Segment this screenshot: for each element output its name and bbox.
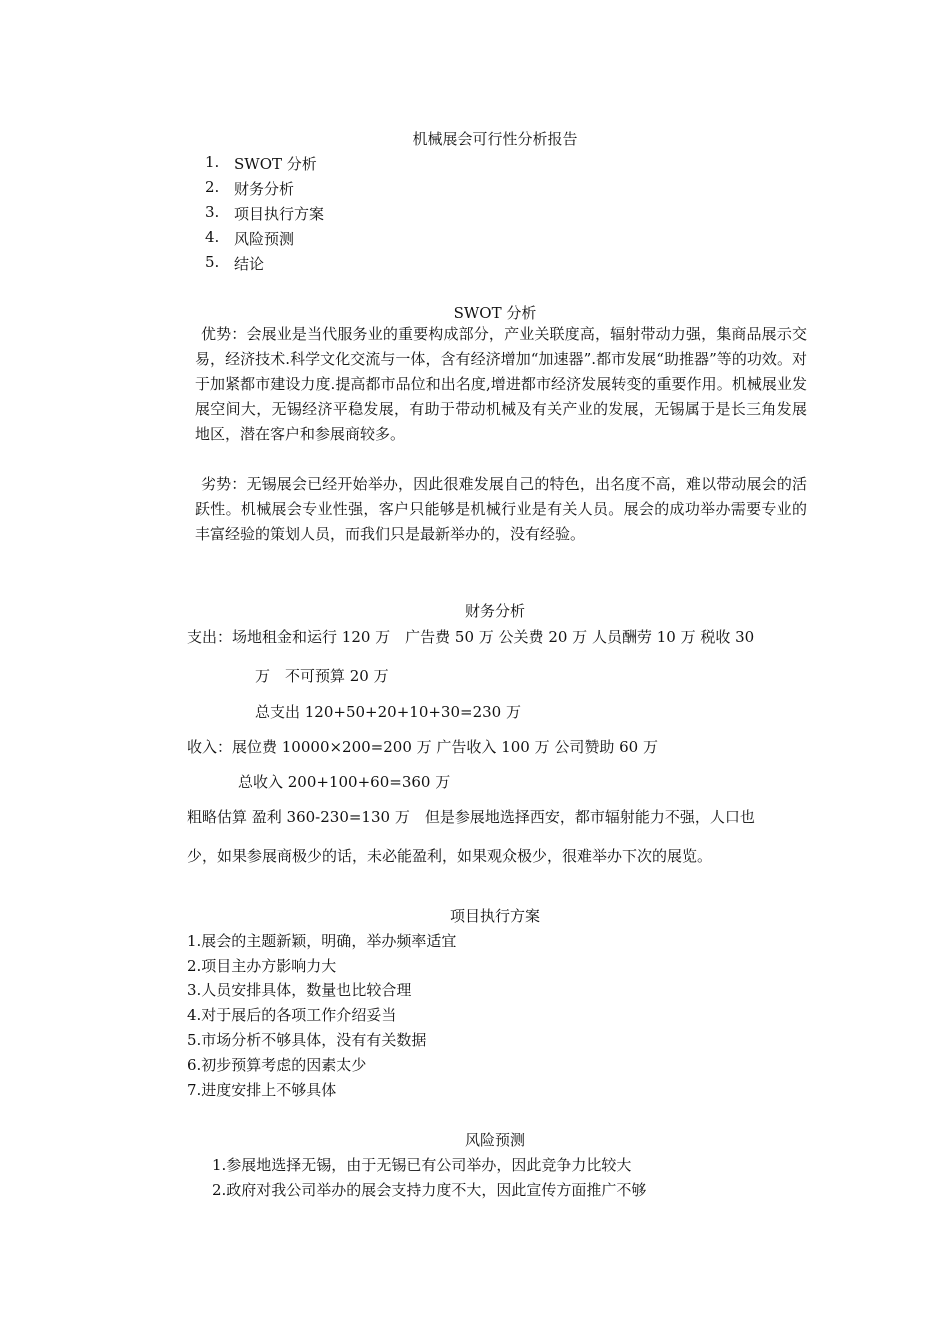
toc-number: 4. — [205, 228, 220, 246]
list-item: 6.初步预算考虑的因素太少 — [187, 1056, 367, 1074]
list-item: 1.参展地选择无锡，由于无锡已有公司举办，因此竞争力比较大 — [212, 1156, 632, 1174]
list-item: 3.人员安排具体，数量也比较合理 — [187, 981, 412, 999]
finance-heading: 财务分析 — [464, 602, 525, 620]
toc-number: 1. — [205, 153, 220, 171]
toc-number: 5. — [205, 253, 220, 271]
profit-line-continued: 少，如果参展商极少的话，未必能盈利，如果观众极少，很难举办下次的展览。 — [187, 847, 713, 865]
swot-strengths-paragraph: 优势：会展业是当代服务业的重要构成部分，产业关联度高，辐射带动力强，集商品展示交易，经济技术.科学文化交流与一体，含有经济增加“加速器”.都市发展“助推器”等的功效。对于加紧都市建设力度.提高都市品位和出名度,增进都市经济发展转变的重要作用。机械展业发展空间大，无锡经济平稳发展，有助于带动机械及有关产业的发展，无锡属于是长三角发展地区，潜在客户和参展商较多。 — [195, 325, 807, 443]
income-line: 收入：展位费 10000×200=200 万 广告收入 100 万 公司赞助 60 万 — [187, 738, 658, 756]
expense-line: 支出：场地租金和运行 120 万 广告费 50 万 公关费 20 万 人员酬劳 10 万 税收 30 — [187, 628, 755, 646]
toc-item: 财务分析 — [234, 180, 295, 198]
swot-heading: SWOT 分析 — [453, 304, 537, 322]
swot-weaknesses-paragraph: 劣势：无锡展会已经开始举办，因此很难发展自己的特色，出名度不高，难以带动展会的活跃性。机械展会专业性强，客户只能够是机械行业是有关人员。展会的成功举办需要专业的丰富经验的策划人员，而我们只是最新举办的，没有经验。 — [195, 475, 807, 543]
list-item: 5.市场分析不够具体，没有有关数据 — [187, 1031, 427, 1049]
toc-number: 3. — [205, 203, 220, 221]
expense-total: 总支出 120+50+20+10+30=230 万 — [255, 703, 521, 721]
list-item: 1.展会的主题新颖，明确，举办频率适宜 — [187, 932, 457, 950]
document-title: 机械展会可行性分析报告 — [412, 130, 578, 148]
expense-line-continued: 万 不可预算 20 万 — [255, 667, 389, 685]
list-item: 4.对于展后的各项工作介绍妥当 — [187, 1006, 397, 1024]
list-item: 7.进度安排上不够具体 — [187, 1081, 337, 1099]
list-item: 2.项目主办方影响力大 — [187, 957, 337, 975]
toc-item: 风险预测 — [234, 230, 295, 248]
toc-item: 项目执行方案 — [234, 205, 325, 223]
plan-heading: 项目执行方案 — [449, 907, 540, 925]
toc-item: 结论 — [234, 255, 265, 273]
income-total: 总收入 200+100+60=360 万 — [238, 773, 451, 791]
risk-heading: 风险预测 — [464, 1131, 525, 1149]
list-item: 2.政府对我公司举办的展会支持力度不大，因此宣传方面推广不够 — [212, 1181, 647, 1199]
profit-line: 粗略估算 盈利 360-230=130 万 但是参展地选择西安，都市辐射能力不强，人口也 — [187, 808, 755, 826]
toc-item: SWOT 分析 — [234, 155, 317, 173]
toc-number: 2. — [205, 178, 220, 196]
